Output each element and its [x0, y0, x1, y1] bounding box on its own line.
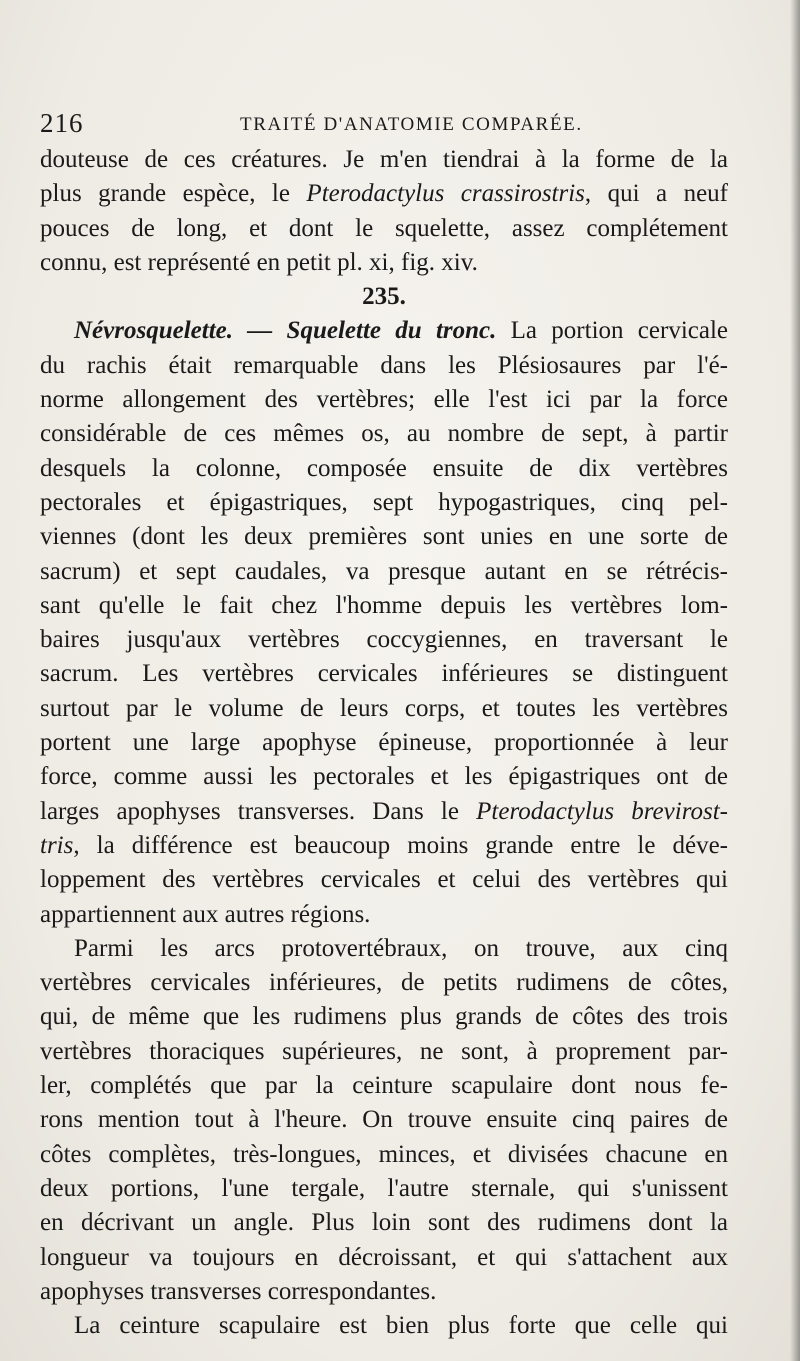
text-line: deux portions, l'une tergale, l'autre sternale, qui s'unissent	[40, 1174, 728, 1202]
text-line: en décrivant un angle. Plus loin sont des rudimens dont la	[40, 1209, 728, 1237]
section-number: 235.	[362, 283, 406, 311]
text-line: douteuse de ces créatures. Je m'en tiendrai à la forme de la	[40, 146, 728, 173]
page-edge-shadow	[790, 0, 800, 1361]
text-line: force, comme aussi les pectorales et les épigastriques ont de	[40, 763, 728, 791]
text-line: La ceinture scapulaire est bien plus forte que celle qui	[74, 1312, 728, 1340]
text-line: loppement des vertèbres cervicales et celui des vertèbres qui	[40, 866, 728, 894]
species-name: tris	[40, 831, 74, 859]
text-line: connu, est représenté en petit pl. xi, fig. xiv.	[40, 248, 478, 276]
text-line: Parmi les arcs protovertébraux, on trouve, aux cinq	[74, 934, 728, 962]
page-header	[40, 108, 740, 144]
text-line: baires jusqu'aux vertèbres coccygiennes, en traversant le	[40, 626, 728, 654]
text-line: vertèbres thoraciques supérieures, ne sont, à proprement par-	[40, 1037, 728, 1065]
text-line: ler, complétés que par la ceinture scapulaire dont nous fe-	[40, 1072, 728, 1100]
text-line: longueur va toujours en décroissant, et qui s'attachent aux	[40, 1243, 728, 1271]
text-line: desquels la colonne, composée ensuite de dix vertèbres	[40, 454, 728, 482]
running-title: TRAITÉ D'ANATOMIE COMPARÉE.	[240, 114, 583, 135]
text-line: vertèbres cervicales inférieures, de petits rudimens de côtes,	[40, 969, 728, 997]
text-line: côtes complètes, très-longues, minces, et divisées chacune en	[40, 1140, 728, 1168]
text-line: Névrosquelette. — Squelette du tronc. La portion cervicale	[74, 317, 728, 345]
text-line: considérable de ces mêmes os, au nombre de sept, à partir	[40, 420, 728, 448]
section-title: Névrosquelette.	[74, 317, 233, 345]
text-line: plus grande espèce, le Pterodactylus crassirostris, qui a neuf	[40, 180, 728, 208]
section-subtitle: Squelette du tronc.	[286, 317, 497, 345]
text-line: appartiennent aux autres régions.	[40, 900, 371, 928]
text-line: sant qu'elle le fait chez l'homme depuis les vertèbres lom-	[40, 591, 728, 619]
text-line: portent une large apophyse épineuse, proportionnée à leur	[40, 729, 728, 757]
text-line: sacrum) et sept caudales, va presque autant en se rétrécis-	[40, 557, 728, 585]
text-line: surtout par le volume de leurs corps, et toutes les vertèbres	[40, 694, 728, 722]
text-line: norme allongement des vertèbres; elle l'est ici par la force	[40, 386, 728, 414]
text-line: du rachis était remarquable dans les Plésiosaures par l'é-	[40, 351, 728, 379]
text-line: rons mention tout à l'heure. On trouve ensuite cinq paires de	[40, 1106, 728, 1134]
species-name: Pterodactylus crassirostris	[306, 180, 585, 208]
species-name: Pterodactylus brevirost-	[476, 797, 728, 825]
text-line: pouces de long, et dont le squelette, assez complétement	[40, 214, 728, 242]
text-line: qui, de même que les rudimens plus grands de côtes des trois	[40, 1003, 728, 1031]
text-line: viennes (dont les deux premières sont unies en une sorte de	[40, 523, 728, 551]
text-line: pectorales et épigastriques, sept hypogastriques, cinq pel-	[40, 488, 728, 516]
text-line: apophyses transverses correspondantes.	[40, 1277, 437, 1305]
page-number: 216	[40, 108, 84, 138]
text-line: sacrum. Les vertèbres cervicales inférieures se distinguent	[40, 660, 728, 688]
body-text	[40, 143, 728, 1343]
text-line: tris, la différence est beaucoup moins grande entre le déve-	[40, 831, 728, 859]
text-line: larges apophyses transverses. Dans le Pterodactylus brevirost-	[40, 797, 728, 825]
